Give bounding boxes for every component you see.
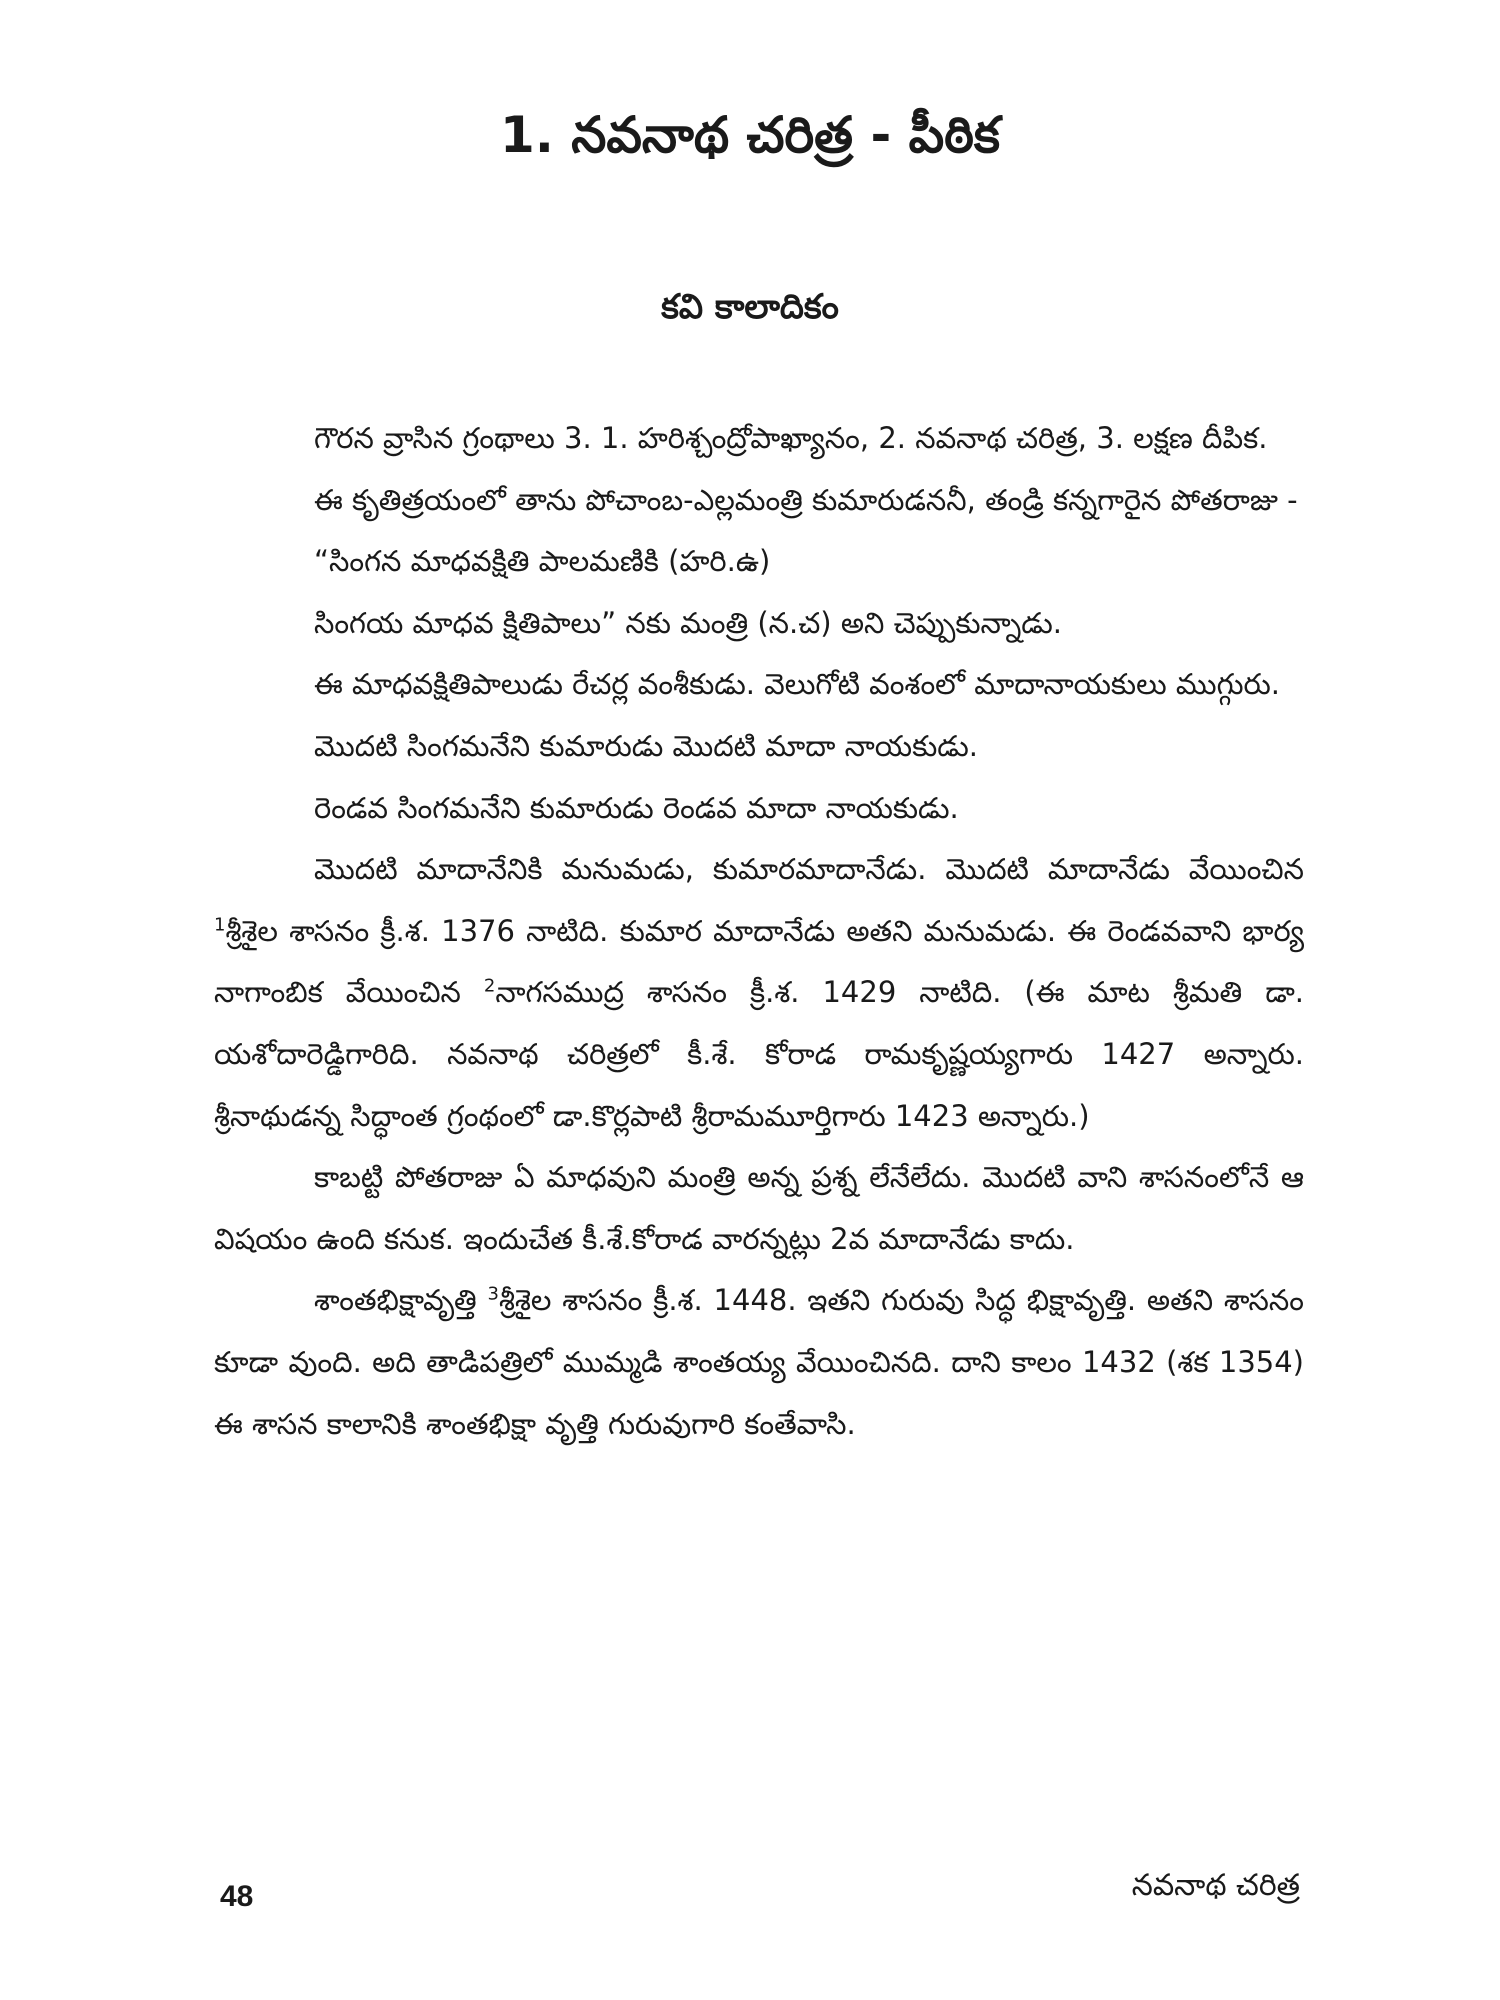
paragraph: కాబట్టి పోతరాజు ఏ మాధవుని మంత్రి అన్న ప్రశ్న లేనేలేదు. మొదటి వాని శాసనంలోనే ఆ విషయం ఉంది కనుక. ఇందుచేత కీ.శే.కోరాడ వారన్నట్లు 2వ మాదానేడు కాదు. [214, 1160, 1304, 1256]
paragraph-text: నాగసముద్ర శాసనం క్రీ.శ. 1429 నాటిది. (ఈ మాట శ్రీమతి డా. యశోదారెడ్డిగారిది. నవనాథ చరిత్రలో కీ.శే. కోరాడ రామకృష్ణయ్యగారు 1427 అన్నారు. శ్రీనాథుడన్న సిద్ధాంత గ్రంథంలో డా.కొర్లపాటి శ్రీరామమూర్తిగారు 1423 అన్నారు.) [214, 975, 1304, 1133]
running-footer-title: నవనాథ చరిత్ర [1131, 1868, 1300, 1903]
paragraph-text: శాంతభిక్షావృత్తి [314, 1283, 488, 1318]
body-text [214, 408, 1304, 1455]
section-title: కవి కాలాదికం [661, 287, 839, 327]
paragraph-text: శ్రీశైల శాసనం క్రీ.శ. 1448. ఇతని గురువు సిద్ధ భిక్షావృత్తి. అతని శాసనం కూడా వుంది. అది తాడిపత్రిలో ముమ్మడి శాంతయ్య వేయించినది. దాని కాలం 1432 (శక 1354) ఈ శాసన కాలానికి శాంతభిక్షా వృత్తి గురువుగారి కంతేవాసి. [214, 1283, 1304, 1441]
paragraph: ఈ మాధవక్షితిపాలుడు రేచర్ల వంశీకుడు. వెలుగోటి వంశంలో మాదానాయకులు ముగ్గురు. [314, 667, 1280, 702]
paragraph [214, 839, 1304, 1147]
footnote-marker: 2 [483, 975, 496, 997]
paragraph-text: మొదటి మాదానేనికి మనుమడు, కుమారమాదానేడు. మొదటి మాదానేడు వేయించిన [314, 852, 1304, 887]
paragraph [214, 1270, 1304, 1455]
paragraph: మొదటి సింగమనేని కుమారుడు మొదటి మాదా నాయకుడు. [314, 728, 978, 763]
paragraph: సింగయ మాధవ క్షితిపాలు” నకు మంత్రి (న.చ) అని చెప్పుకున్నాడు. [314, 605, 1063, 640]
paragraph: గౌరన వ్రాసిన గ్రంథాలు 3. 1. హరిశ్చంద్రోపాఖ్యానం, 2. నవనాథ చరిత్ర, 3. లక్షణ దీపిక. [314, 421, 1268, 455]
paragraph-text: శ్రీశైల శాసనం క్రీ.శ. 1376 నాటిది. కుమార మాదానేడు అతని మనుమడు. ఈ రెండవవాని భార్య నాగాంబిక వేయించిన [214, 913, 1304, 1010]
chapter-title: 1. నవనాథ చరిత్ర - పీఠిక [500, 106, 1000, 164]
page-number: 48 [220, 1880, 254, 1913]
paragraph: ఈ కృతిత్రయంలో తాను పోచాంబ-ఎల్లమంత్రి కుమారుడననీ, తండ్రి కన్నగారైన పోతరాజు - [314, 482, 1298, 517]
paragraph: రెండవ సింగమనేని కుమారుడు రెండవ మాదా నాయకుడు. [314, 790, 959, 825]
footnote-marker: 3 [487, 1283, 499, 1305]
paragraph: “సింగన మాధవక్షితి పాలమణికి (హరి.ఉ) [314, 544, 771, 579]
footnote-marker: 1 [214, 914, 226, 936]
